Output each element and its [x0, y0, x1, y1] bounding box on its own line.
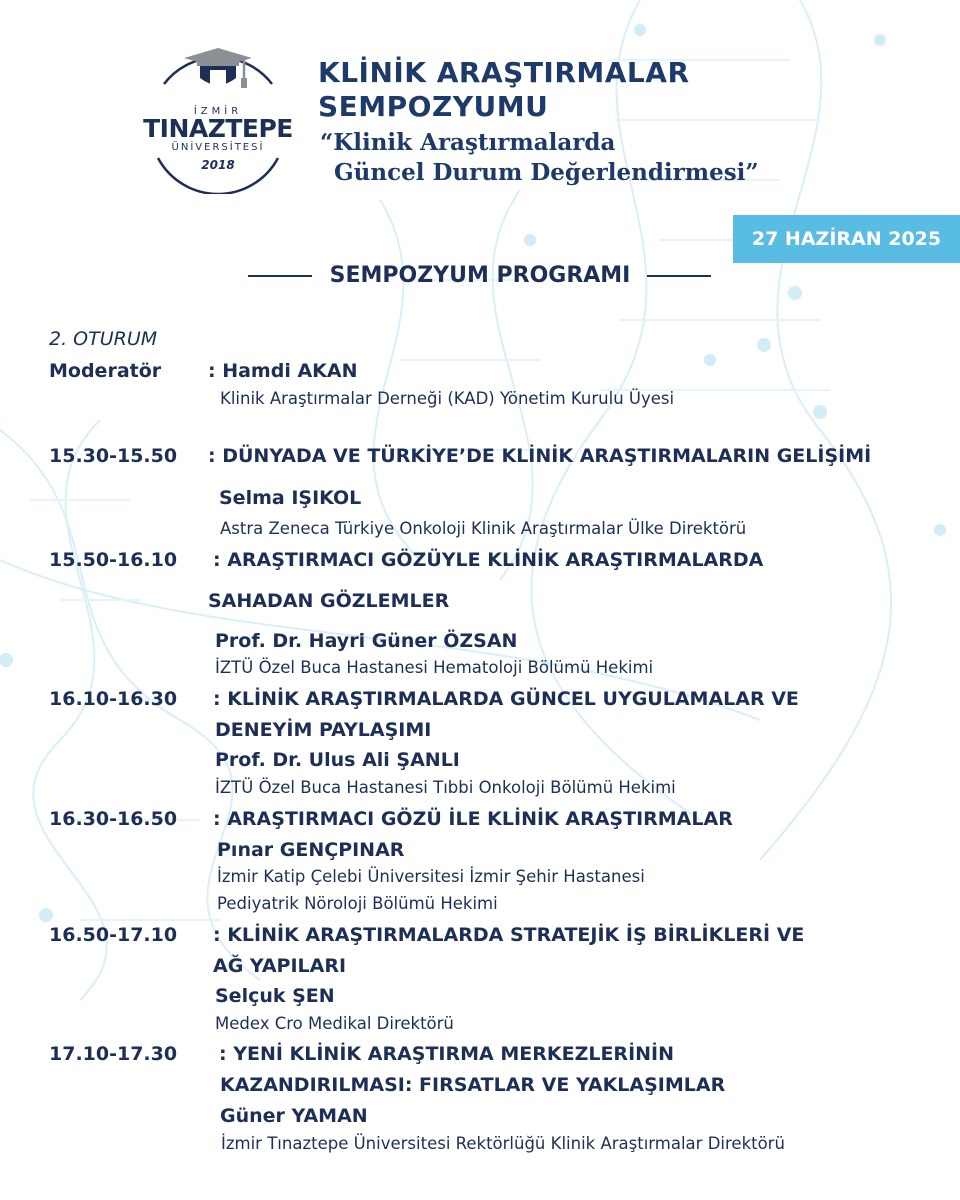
- item-title-cont: AĞ YAPILARI: [213, 955, 347, 977]
- item-title: : YENİ KLİNİK ARAŞTIRMA MERKEZLERİNİN: [219, 1043, 675, 1065]
- item-time: 16.50-17.10: [49, 924, 178, 946]
- item-speaker: Prof. Dr. Ulus Ali ŞANLI: [215, 749, 460, 771]
- moderator-affiliation: Klinik Araştırmalar Derneği (KAD) Yönetim Kurulu Üyesi: [220, 389, 675, 408]
- item-time: 15.50-16.10: [49, 549, 178, 571]
- item-title: : KLİNİK ARAŞTIRMALARDA GÜNCEL UYGULAMALAR VE: [213, 688, 799, 710]
- moderator-name: : Hamdi AKAN: [208, 360, 358, 382]
- item-affiliation-cont: Pediyatrik Nöroloji Bölümü Hekimi: [217, 894, 498, 913]
- item-speaker: Pınar GENÇPINAR: [217, 839, 405, 861]
- moderator-label: Moderatör: [49, 360, 162, 382]
- event-title-line2: SEMPOZYUMU: [318, 90, 549, 123]
- item-title: : KLİNİK ARAŞTIRMALARDA STRATEJİK İŞ BİRLİKLERİ VE: [213, 924, 805, 946]
- item-time: 16.10-16.30: [49, 688, 178, 710]
- item-speaker: Prof. Dr. Hayri Güner ÖZSAN: [215, 630, 518, 652]
- item-title: : ARAŞTIRMACI GÖZÜYLE KLİNİK ARAŞTIRMALARDA: [213, 549, 764, 571]
- item-affiliation: İZTÜ Özel Buca Hastanesi Tıbbi Onkoloji Bölümü Hekimi: [215, 778, 676, 797]
- item-affiliation: Medex Cro Medikal Direktörü: [215, 1014, 454, 1033]
- item-affiliation: İZTÜ Özel Buca Hastanesi Hematoloji Bölümü Hekimi: [215, 658, 654, 677]
- item-title-cont: KAZANDIRILMASI: FIRSATLAR VE YAKLAŞIMLAR: [220, 1074, 726, 1096]
- item-affiliation: İzmir Tınaztepe Üniversitesi Rektörlüğü Klinik Araştırmalar Direktörü: [221, 1134, 785, 1153]
- logo-year: 2018: [201, 158, 235, 172]
- item-time: 17.10-17.30: [49, 1043, 178, 1065]
- item-title-cont: SAHADAN GÖZLEMLER: [208, 590, 450, 612]
- event-title-line1: KLİNİK ARAŞTIRMALAR: [318, 56, 690, 89]
- item-title: : ARAŞTIRMACI GÖZÜ İLE KLİNİK ARAŞTIRMALAR: [213, 808, 733, 830]
- item-time: 15.30-15.50: [49, 445, 178, 467]
- program-title: SEMPOZYUM PROGRAMI: [329, 263, 631, 288]
- event-date-badge: 27 HAZİRAN 2025: [733, 215, 960, 263]
- university-logo: [134, 44, 302, 194]
- logo-city: İZMİR: [193, 106, 243, 117]
- logo-subtitle: ÜNİVERSİTESİ: [171, 142, 265, 153]
- item-time: 16.30-16.50: [49, 808, 178, 830]
- event-subtitle-line2: Güncel Durum Değerlendirmesi”: [334, 159, 759, 186]
- item-speaker: Güner YAMAN: [220, 1105, 368, 1127]
- session-label: 2. OTURUM: [49, 328, 158, 350]
- item-title: : DÜNYADA VE TÜRKİYE’DE KLİNİK ARAŞTIRMALARIN GELİŞİMİ: [208, 445, 872, 467]
- item-affiliation: Astra Zeneca Türkiye Onkoloji Klinik Araştırmalar Ülke Direktörü: [220, 519, 747, 538]
- title-rule-right: [647, 275, 711, 277]
- item-title-cont: DENEYİM PAYLAŞIMI: [215, 719, 432, 741]
- item-speaker: Selma IŞIKOL: [219, 487, 362, 509]
- item-affiliation: İzmir Katip Çelebi Üniversitesi İzmir Şehir Hastanesi: [217, 867, 645, 886]
- logo-name: TINAZTEPE: [143, 114, 293, 143]
- event-subtitle-line1: “Klinik Araştırmalarda: [320, 129, 616, 156]
- item-speaker: Selçuk ŞEN: [215, 985, 335, 1007]
